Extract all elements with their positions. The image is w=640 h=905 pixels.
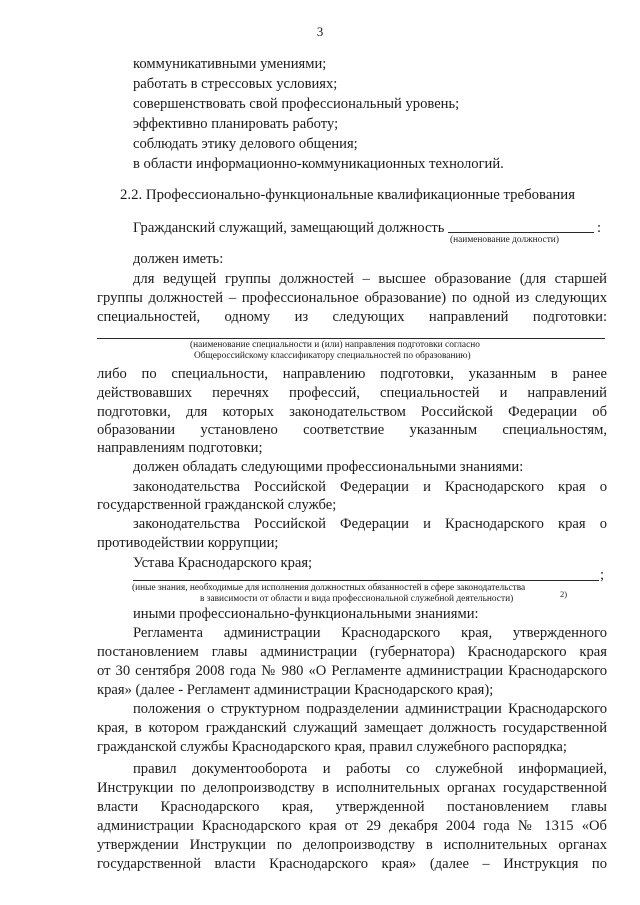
semicolon: ; bbox=[600, 567, 605, 583]
list-item: коммуникативными умениями; bbox=[133, 56, 327, 72]
section-heading: 2.2. Профессионально-функциональные квалификационные требования bbox=[120, 187, 576, 203]
paragraph-line: Регламента администрации Краснодарского края, утвержденного bbox=[133, 625, 607, 641]
paragraph-line: государственной гражданской службе; bbox=[97, 497, 337, 513]
paragraph-line: направлениям подготовки; bbox=[97, 440, 263, 456]
list-item: соблюдать этику делового общения; bbox=[133, 136, 358, 152]
paragraph-line: Устава Краснодарского края; bbox=[133, 555, 313, 571]
position-blank bbox=[448, 232, 594, 233]
paragraph-line: от 30 сентября 2008 года № 980 «О Регламенте администрации Краснодарского bbox=[97, 663, 607, 679]
other-functional: иными профессионально-функциональными знаниями: bbox=[133, 606, 479, 622]
list-item: совершенствовать свой профессиональный уровень; bbox=[133, 96, 460, 112]
other-knowledge-caption: (иные знания, необходимые для исполнения должностных обязанностей в сфере законодательства bbox=[132, 583, 526, 593]
specialty-blank bbox=[97, 338, 605, 339]
paragraph-line: законодательства Российской Федерации и Краснодарского края о bbox=[133, 516, 607, 532]
paragraph-line: края, в котором гражданский служащий замещает должность государственной bbox=[97, 720, 607, 736]
specialty-caption: (наименование специальности и (или) направления подготовки согласно bbox=[190, 340, 480, 350]
paragraph-line: специальностей, одному из следующих направлений подготовки: bbox=[97, 309, 607, 325]
specialty-caption: Общероссийскому классификатору специальностей по образованию) bbox=[194, 351, 471, 361]
position-caption: (наименование должности) bbox=[450, 235, 559, 245]
paragraph-line: администрации Краснодарского края от 29 декабря 2004 года № 1315 «Об bbox=[97, 818, 607, 834]
list-item: в области информационно-коммуникационных технологий. bbox=[133, 156, 504, 172]
knowledge-intro: должен обладать следующими профессиональными знаниями: bbox=[133, 459, 524, 475]
paragraph-line: для ведущей группы должностей – высшее образование (для старшей bbox=[133, 271, 607, 287]
other-knowledge-caption: в зависимости от области и вида профессиональной служебной деятельности) bbox=[200, 594, 514, 604]
paragraph-line: образовании установлено соответствие указанным специальностям, bbox=[97, 422, 607, 438]
list-item: эффективно планировать работу; bbox=[133, 116, 339, 132]
colon: : bbox=[597, 220, 602, 236]
paragraph-line: края» (далее - Регламент администрации Краснодарского края); bbox=[97, 682, 494, 698]
paragraph-line: Инструкции по делопроизводству в исполнительных органах государственной bbox=[97, 780, 607, 796]
paragraph-line: действовавших перечнях профессий, специальностей и направлений bbox=[97, 385, 607, 401]
paragraph-line: государственной власти Краснодарского края» (далее – Инструкция по bbox=[97, 856, 607, 872]
civil-servant-line: Гражданский служащий, замещающий должность bbox=[133, 220, 445, 236]
must-have: должен иметь: bbox=[133, 251, 224, 267]
paragraph-line: гражданской службы Краснодарского края, правил служебного распорядка; bbox=[97, 739, 567, 755]
other-knowledge-blank bbox=[133, 580, 599, 581]
list-item: работать в стрессовых условиях; bbox=[133, 76, 338, 92]
paragraph-line: правил документооборота и работы со служебной информацией, bbox=[133, 761, 607, 777]
paragraph-line: власти Краснодарского края, утвержденной постановлением главы bbox=[97, 799, 607, 815]
paragraph-line: положения о структурном подразделении администрации Краснодарского bbox=[133, 701, 607, 717]
paragraph-line: подготовки, для которых законодательством Российской Федерации об bbox=[97, 404, 607, 420]
paragraph-line: либо по специальности, направлению подготовки, указанным в ранее bbox=[97, 366, 607, 382]
footnote-ref: 2) bbox=[560, 589, 568, 599]
paragraph-line: противодействии коррупции; bbox=[97, 535, 279, 551]
paragraph-line: утверждении Инструкции по делопроизводству в исполнительных органах bbox=[97, 837, 607, 853]
paragraph-line: законодательства Российской Федерации и Краснодарского края о bbox=[133, 479, 607, 495]
paragraph-line: постановлением главы администрации (губернатора) Краснодарского края bbox=[97, 644, 607, 660]
page-number: 3 bbox=[316, 24, 324, 39]
paragraph-line: группы должностей – профессиональное образование) по одной из следующих bbox=[97, 290, 607, 306]
